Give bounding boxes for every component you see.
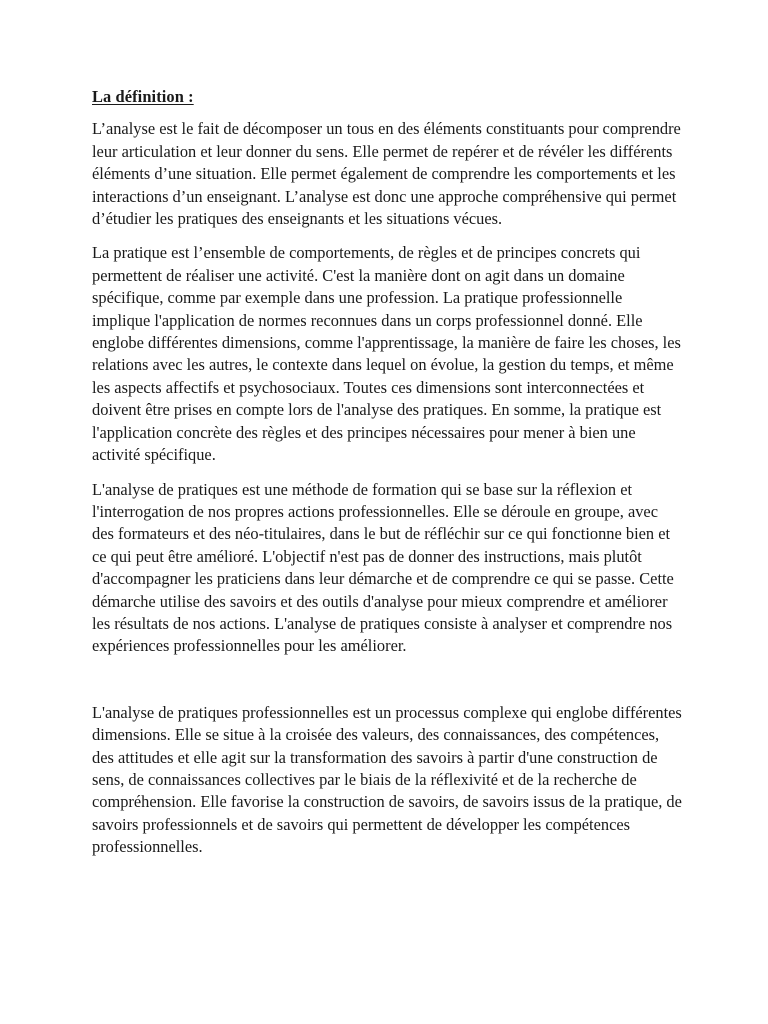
paragraph-analyse: L’analyse est le fait de décomposer un tous en des éléments constituants pour comprendre leur articulation et leur donner du sens. Elle permet de repérer et de révéler les différents éléments d’une situation. Elle permet également de comprendre les comportements et les interactions d’un enseignant. L’analyse est donc une approche compréhensive qui permet d’étudier les pratiques des enseignants et les situations vécues. [92, 119, 681, 229]
paragraph-analyse-de-pratiques-professionnelles: L'analyse de pratiques professionnelles est un processus complexe qui englobe différentes dimensions. Elle se situe à la croisée des valeurs, des connaissances, des compétences, des attitudes et elle agit sur la transformation des savoirs à partir d'une construction de sens, de connaissances collectives par le biais de la réflexivité et de la recherche de compréhension. Elle favorise la construction de savoirs, de savoirs issus de la pratique, de savoirs professionnels et de savoirs qui permettent de développer les compétences professionnelles. [92, 702, 682, 857]
document-body [92, 86, 682, 871]
section-heading: La définition : [92, 87, 194, 106]
paragraph-analyse-de-pratiques: L'analyse de pratiques est une méthode de formation qui se base sur la réflexion et l'interrogation de nos propres actions professionnelles. Elle se déroule en groupe, avec des formateurs et des néo-titulaires, dans le but de réfléchir sur ce qui fonctionne bien et ce qui peut être amélioré. L'objectif n'est pas de donner des instructions, mais plutôt d'accompagner les praticiens dans leur démarche et de comprendre ce qui se passe. Cette démarche utilise des savoirs et des outils d'analyse pour mieux comprendre et améliorer les résultats de nos actions. L'analyse de pratiques consiste à analyser et comprendre nos expériences professionnelles pour les améliorer. [92, 479, 674, 656]
paragraph-pratique: La pratique est l’ensemble de comportements, de règles et de principes concrets qui permettent de réaliser une activité. C'est la manière dont on agit dans un domaine spécifique, comme par exemple dans une profession. La pratique professionnelle implique l'application de normes reconnues dans un corps professionnel donné. Elle englobe différentes dimensions, comme l'apprentissage, la manière de faire les choses, les relations avec les autres, le contexte dans lequel on évolue, la gestion du temps, et même les aspects affectifs et psychosociaux. Toutes ces dimensions sont interconnectées et doivent être prises en compte lors de l'analyse des pratiques. En somme, la pratique est l'application concrète des règles et des principes nécessaires pour mener à bien une activité spécifique. [92, 243, 681, 465]
